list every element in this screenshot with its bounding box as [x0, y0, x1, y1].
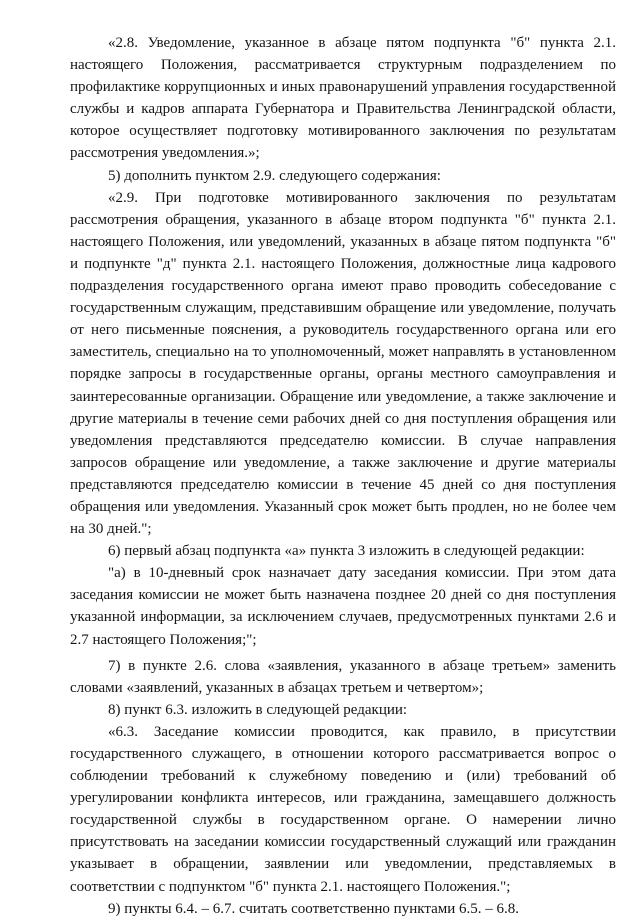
document-page	[70, 32, 616, 920]
paragraph-item-8: 8) пункт 6.3. изложить в следующей редакции:	[108, 701, 408, 718]
paragraph-subitem-a: "а) в 10-дневный срок назначает дату заседания комиссии. При этом дата заседания комиссии не может быть назначена позднее 20 дней со дня поступления указанной информации, за исключением случаев, предусмотренных пунктами 2.6 и 2.7 настоящего Положения;";	[70, 565, 616, 648]
paragraph-2-9: «2.9. При подготовке мотивированного заключения по результатам рассмотрения обращения, указанного в абзаце втором подпункта "б" пункта 2.1. настоящего Положения, или уведомлений, указанных в абзаце пятом подпункта "б" и подпункте "д" пункта 2.1. настоящего Положения, должностные лица кадрового подразделения государственного органа имеют право проводить собеседование с государственным служащим, представившим обращение или уведомление, получать от него письменные пояснения, а руководитель государственного органа или его заместитель, специально на то уполномоченный, может направлять в установленном порядке запросы в государственные органы, органы местного самоуправления и заинтересованные организации. Обращение или уведомление, а также заключение и другие материалы в течение семи рабочих дней со дня поступления обращения или уведомления представляются председателю комиссии. В случае направления запросов обращение или уведомление, а также заключение и другие материалы представляются председателю комиссии в течение 45 дней со дня поступления обращения или уведомления. Указанный срок может быть продлен, но не более чем на 30 дней.";	[70, 189, 616, 538]
paragraph-item-7: 7) в пункте 2.6. слова «заявления, указанного в абзаце третьем» заменить словами «заявлений, указанных в абзацах третьем и четвертом»;	[70, 657, 616, 696]
paragraph-6-3: «6.3. Заседание комиссии проводится, как правило, в присутствии государственного служащего, в отношении которого рассматривается вопрос о соблюдении требований к служебному поведению и (или) требований об урегулировании конфликта интересов, или гражданина, замещавшего должность государственной службы в государственном органе. О намерении лично присутствовать на заседании комиссии государственный служащий или гражданин указывает в обращении, заявлении или уведомлении, представляемых в соответствии с подпунктом "б" пункта 2.1. настоящего Положения.";	[70, 723, 616, 895]
paragraph-item-6: 6) первый абзац подпункта «а» пункта 3 изложить в следующей редакции:	[108, 543, 585, 560]
paragraph-item-5: 5) дополнить пунктом 2.9. следующего содержания:	[108, 167, 441, 184]
paragraph-2-8: «2.8. Уведомление, указанное в абзаце пятом подпункта "б" пункта 2.1. настоящего Положения, рассматривается структурным подразделением по профилактике коррупционных и иных правонарушений управления государственной службы и кадров аппарата Губернатора и Правительства Ленинградской области, которое осуществляет подготовку мотивированного заключения по результатам рассмотрения уведомления.»;	[70, 35, 616, 162]
paragraph-item-9: 9) пункты 6.4. – 6.7. считать соответственно пунктами 6.5. – 6.8.	[108, 900, 519, 917]
